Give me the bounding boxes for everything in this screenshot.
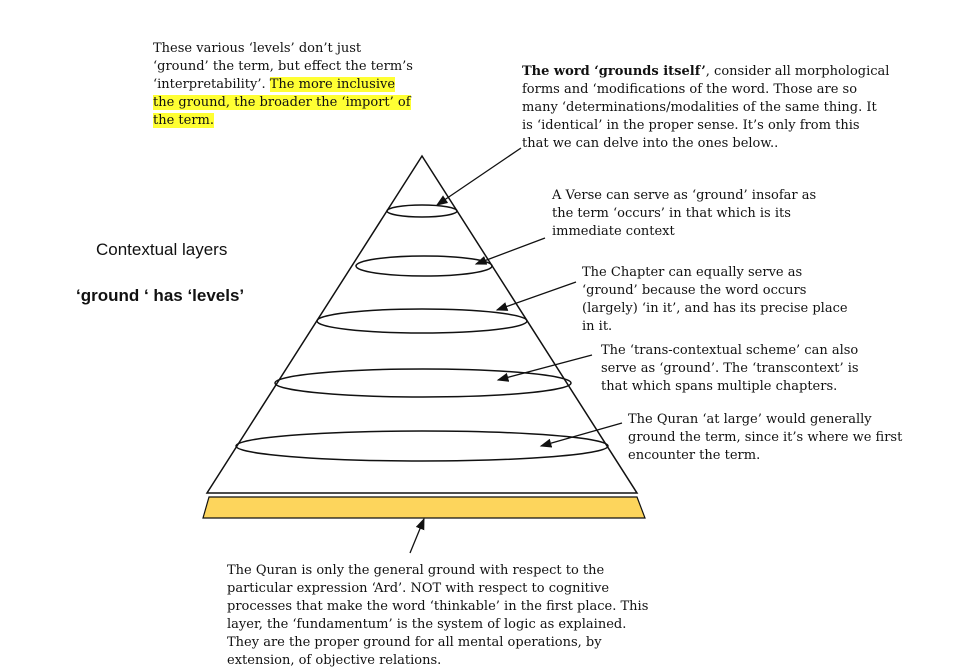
chapter-note: The Chapter can equally serve as ‘ground’ because the word occurs (largely) ‘in it’, and has its precise place in it. [582,265,848,334]
arrow-word [437,148,521,205]
arrow-base [410,519,424,553]
contextual-layers-label: Contextual layers [96,240,228,259]
levels-note [153,40,415,130]
levels-note-highlight: The more inclusive the ground, the broader the ‘import’ of the term. [153,77,411,128]
word-note-text: , consider all morphological forms and ‘modifications of the word. Those are so many ‘determinations/modalities of the same thing. It is ‘identical’ in the proper sense. It’s only from this that we can delve into the ones below.. [522,64,890,151]
levels-note-text: These various ‘levels’ don’t just ‘ground’ the term, but effect the term’s ‘interpretability’. [153,41,413,92]
word-note [522,63,890,153]
fundamentum-base [203,497,645,518]
fundamentum-note: The Quran is only the general ground with respect to the particular expression ‘Ard’. NOT with respect to cognitive processes that make the word ‘thinkable’ in the first place. This layer, the ‘fundamentum’ is the system of logic as explained. They are the proper ground for all mental operations, by extension, of objective relations. [227,563,649,668]
verse-note: A Verse can serve as ‘ground’ insofar as the term ‘occurs’ in that which is its immediate context [552,188,817,239]
transcontext-note: The ‘trans-contextual scheme’ can also serve as ‘ground’. The ‘transcontext’ is that which spans multiple chapters. [601,343,859,394]
word-note-bold: The word ‘grounds itself’ [522,64,706,79]
quran-note: The Quran ‘at large’ would generally ground the term, since it’s where we first encounter the term. [628,412,903,463]
ground-levels-label: ‘ground ‘ has ‘levels’ [76,286,245,305]
arrow-verse [476,238,545,264]
